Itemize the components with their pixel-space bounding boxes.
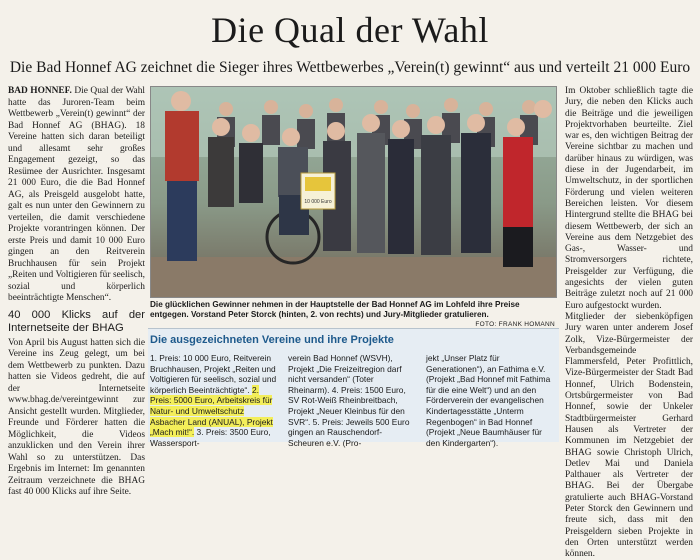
dateline: BAD HONNEF. (8, 86, 72, 96)
cheque-amount: 10 000 Euro (304, 199, 332, 205)
right-column (565, 86, 693, 560)
subheadline: Die Bad Honnef AG zeichnet die Sieger ihres Wettbewerbes „Verein(t) gewinnt“ aus und verteilt 21 000 Euro (9, 59, 691, 76)
group-photo-image (151, 87, 556, 297)
photo-caption (150, 300, 555, 330)
prize-3-text: 3. Preis: 3500 Euro, Wassersport- (150, 427, 271, 448)
winners-col-1 (150, 353, 278, 448)
winners-box-title: Die ausgezeichneten Vereine und ihre Projekte (150, 334, 394, 346)
prize-2-highlighted: 2. Preis: 5000 Euro, Arbeitskreis für Natur- und Umweltschutz Asbacher Land (ANUAL), Projekt „Mach mit!“. (150, 384, 273, 438)
winners-col-3: jekt „Unser Platz für Generationen“), an Fathima e.V. (Projekt „Bad Honnef mit Fathima für die eine Welt“) und an den Förderverein der evangelischen Kindertagesstätte „Unterm Regenbogen“ in Bad Honnef (Projekt „Neue Baumhäuser für den Kindergarten“). (426, 353, 551, 448)
winners-box (148, 328, 559, 448)
photo-credit: FOTO: FRANK HOMANN (475, 321, 555, 328)
body-paragraph: Von April bis August hatten sich die Vereine ins Zeug gelegt, um bei dem Wettbewerb zu punkten. Dazu hatten sie Videos gedreht, die auf der Internetseite www.bhag.de/vereintgewinnt zur Ansicht gestellt wurden. Mitglieder, Freunde und Förderer hatten die Möglichkeit, die Videos anzuklicken und den Verein ihrer Wahl so zu unterstützen. Das Ergebnis im Internet: Im genannten Zeitraum verzeichnete die BHAG fast 40 000 Klicks auf ihre Seite. (8, 337, 145, 497)
section-heading: 40 000 Klicks auf der Internetseite der BHAG (8, 308, 145, 334)
group-photo (150, 86, 557, 298)
caption-text: Die glücklichen Gewinner nehmen in der Hauptstelle der Bad Honnef AG im Lohfeld ihre Preise entgegen. Vorstand Peter Storck (hinten, 2. von rechts) und Jury-Mitglieder gratulieren. (150, 300, 520, 319)
left-column (8, 86, 145, 499)
jury-paragraph: Im Oktober schließlich tagte die Jury, die neben den Klicks auch die Beiträge und die jeweiligen Projektvorhaben beurteilte. Ziel war es, den wichtigen Beitrag der Vereine sichtbar zu machen und darüber hinaus zu würdigen, was diese in der Jugendarbeit, im Umweltschutz, in der sportlichen Förderung und vielen weiteren Bereichen leisten. Vor diesem Hintergrund stellte die BHAG bei diesem Wettbewerb, der sich an Vereine aus dem Netzgebiet des Gas-, Wasser- und Stromversorgers richtete, Preisgelder zur Verfügung, die angesichts der vielen guten Beiträge zuletzt noch auf 21 000 Euro aufgestockt wurden. (565, 86, 693, 311)
prize-1-text: 1. Preis: 10 000 Euro, Reitverein Bruchhausen, Projekt „Reiten und Voltigieren für seelisch, sozial und körperlich Beeinträchtigte“. (150, 353, 277, 395)
jury-members-paragraph: Mitglieder der siebenköpfigen Jury waren unter anderem Josef Zolk, Vize-Bürgermeister der Verbandsgemeinde Flammersfeld, Peter Profittlich, Vize-Bürgermeister der Stadt Bad Honnef, Ulrich Bodenstein, Ortsbürgermeister von Bad Honnef, sowie der Unkeler Stadtbürgermeister Gerhard Hausen als Vertreter der Kommunen im Netzgebiet der BHAG sowie Christoph Ulrich, Detlev Mai und Daniela Palthauer als Vertreter der BHAG. Bei der Übergabe gratulierte auch BHAG-Vorstand Peter Storck den Gewinnern und freute sich, dass mit den Preisgeldern sieben Projekte in den Orten unterstützt werden können. (565, 311, 693, 560)
headline: Die Qual der Wahl (211, 10, 489, 50)
winners-col-2: verein Bad Honnef (WSVH), Projekt „Die Freizeitregion darf nicht versanden“ (Toter Rheinarm). 4. Preis: 1500 Euro, SV Rot-Weiß Rheinbreitbach, Projekt „Neuer Kleinbus für den SVR“. 5. Preis: Jeweils 500 Euro gingen an Rauschendorf-Scheuren e.V. (Pro- (288, 353, 410, 448)
intro-paragraph (8, 86, 145, 305)
intro-text: Die Qual der Wahl hatte das Juroren-Team beim Wettbewerb „Verein(t) gewinnt“ der Bad Honnef AG (BHAG). 18 Vereine hatten sich daran beteiligt und allesamt sehr großes Engagement gezeigt, so das Resümee der Ausrichter. Insgesamt 21 000 Euro, die die Bad Honnef AG, als Preisgeld ausgelobt hatte, galt es nun unter den Gewinnern zu verteilen, die damit verschiedene Projekte vorantringen können. Der erste Preis und damit 10 000 Euro gingen an den Reitverein Bruchhausen für sein Projekt „Reiten und Voltigieren für seelisch, sozial und körperlich beeinträchtigte Menschen“. (8, 86, 145, 303)
